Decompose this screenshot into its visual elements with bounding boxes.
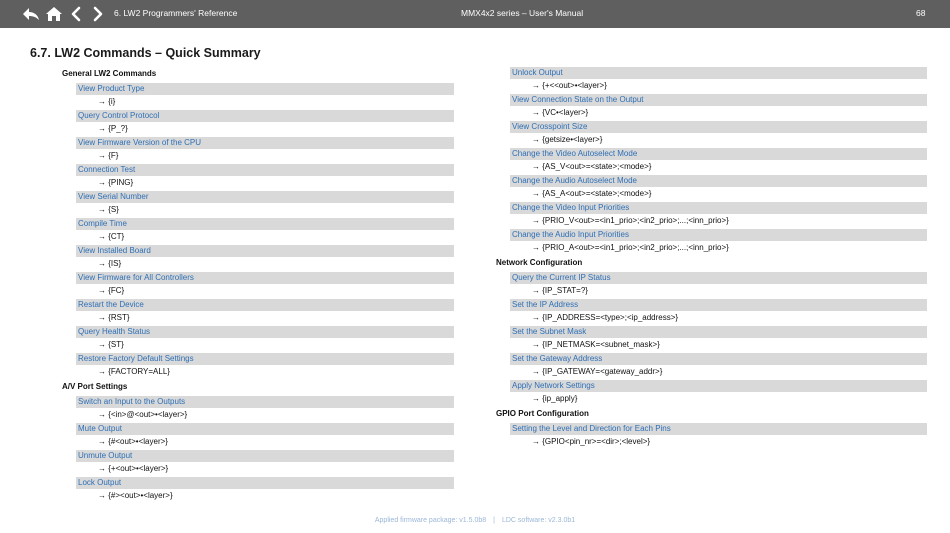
command-link[interactable]: Set the Gateway Address [510,353,927,365]
command-entry-switch-an-input-to-the-outputs [76,396,454,423]
command-link[interactable]: Set the IP Address [510,299,927,311]
command-entry-change-the-audio-input-priorities [510,229,927,256]
left-command-column [62,67,454,504]
command-link[interactable]: Query the Current IP Status [510,272,927,284]
next-page-icon[interactable] [88,4,107,24]
command-syntax: → {AS_V<out>=<state>;<mode>} [532,161,652,171]
command-link[interactable]: Restart the Device [76,299,454,311]
command-entry-unlock-output [510,67,927,94]
command-syntax: → {IP_GATEWAY=<gateway_addr>} [532,366,663,376]
command-link[interactable]: Lock Output [76,477,454,489]
command-link[interactable]: View Serial Number [76,191,454,203]
command-link[interactable]: Change the Video Input Priorities [510,202,927,214]
command-entry-set-the-subnet-mask [510,326,927,353]
command-entry-restart-the-device [76,299,454,326]
command-syntax: → {PING} [98,177,134,187]
command-link[interactable]: View Firmware for All Controllers [76,272,454,284]
command-entry-change-the-video-autoselect-mode [510,148,927,175]
navigation-buttons [22,4,107,24]
command-entry-apply-network-settings [510,380,927,407]
command-entry-setting-the-level-and-direction-for-each-pins [510,423,927,450]
firmware-version: Applied firmware package: v1.5.0b8 [374,517,487,524]
previous-page-icon[interactable] [66,4,85,24]
command-entry-set-the-gateway-address [510,353,927,380]
command-link[interactable]: Query Health Status [76,326,454,338]
subsection-heading: GPIO Port Configuration [496,409,589,418]
command-link[interactable]: Mute Output [76,423,454,435]
command-syntax: → {ip_apply} [532,393,578,403]
command-syntax: → {+<<out>•<layer>} [532,80,607,90]
top-navigation-bar [0,0,950,28]
subsection-heading: General LW2 Commands [62,69,157,78]
command-syntax: → {FC} [98,285,125,295]
command-entry-view-firmware-for-all-controllers [76,272,454,299]
command-link[interactable]: Connection Test [76,164,454,176]
subsection-heading: Network Configuration [496,258,583,267]
command-syntax: → {P_?} [98,123,128,133]
command-link[interactable]: View Firmware Version of the CPU [76,137,454,149]
command-syntax: → {#<out>•<layer>} [98,436,168,446]
command-syntax: → {F} [98,150,119,160]
command-link[interactable]: Change the Audio Input Priorities [510,229,927,241]
command-link[interactable]: View Product Type [76,83,454,95]
command-entry-query-the-current-ip-status [510,272,927,299]
command-link[interactable]: Setting the Level and Direction for Each Pins [510,423,927,435]
home-icon[interactable] [44,4,63,24]
command-syntax: → {i} [98,96,116,106]
command-syntax: → {RST} [98,312,130,322]
command-entry-set-the-ip-address [510,299,927,326]
command-link[interactable]: Apply Network Settings [510,380,927,392]
manual-title: MMX4x2 series – User's Manual [461,8,584,18]
command-link[interactable]: Restore Factory Default Settings [76,353,454,365]
command-entry-view-connection-state-on-the-output [510,94,927,121]
footer-separator: | [493,517,495,524]
command-link[interactable]: View Connection State on the Output [510,94,927,106]
command-syntax: → {#><out>•<layer>} [98,490,173,500]
command-link[interactable]: View Crosspoint Size [510,121,927,133]
page-number: 68 [916,8,926,18]
command-syntax: → {GPIO<pin_nr>=<dir>;<level>} [532,436,651,446]
command-syntax: → {IP_STAT=?} [532,285,588,295]
command-syntax: → {AS_A<out>=<state>;<mode>} [532,188,652,198]
command-entry-view-serial-number [76,191,454,218]
command-entry-connection-test [76,164,454,191]
command-syntax: → {FACTORY=ALL} [98,366,170,376]
command-entry-query-health-status [76,326,454,353]
command-syntax: → {+<out>•<layer>} [98,463,169,473]
command-syntax: → {S} [98,204,119,214]
command-syntax: → {getsize•<layer>} [532,134,603,144]
command-syntax: → {VC•<layer>} [532,107,589,117]
command-entry-mute-output [76,423,454,450]
back-to-previous-icon[interactable] [22,4,41,24]
section-title: 6.7. LW2 Commands – Quick Summary [30,46,261,60]
command-entry-change-the-audio-autoselect-mode [510,175,927,202]
command-entry-view-crosspoint-size [510,121,927,148]
subsection-heading: A/V Port Settings [62,382,128,391]
command-entry-restore-factory-default-settings [76,353,454,380]
command-link[interactable]: Unlock Output [510,67,927,79]
command-link[interactable]: Query Control Protocol [76,110,454,122]
command-syntax: → {PRIO_V<out>=<in1_prio>;<in2_prio>;...;<inn_prio>} [532,215,729,225]
command-entry-compile-time [76,218,454,245]
command-syntax: → {PRIO_A<out>=<in1_prio>;<in2_prio>;...;<inn_prio>} [532,242,729,252]
command-link[interactable]: Change the Video Autoselect Mode [510,148,927,160]
command-entry-view-product-type [76,83,454,110]
command-link[interactable]: View Installed Board [76,245,454,257]
command-syntax: → {IS} [98,258,122,268]
command-entry-view-installed-board [76,245,454,272]
software-version: LDC software: v2.3.0b1 [501,517,576,524]
command-syntax: → {CT} [98,231,125,241]
breadcrumb[interactable]: 6. LW2 Programmers' Reference [114,8,238,18]
command-link[interactable]: Switch an Input to the Outputs [76,396,454,408]
command-syntax: → {IP_ADDRESS=<type>;<ip_address>} [532,312,679,322]
footer [0,517,950,524]
command-syntax: → {ST} [98,339,124,349]
command-entry-change-the-video-input-priorities [510,202,927,229]
command-entry-view-firmware-version-of-the-cpu [76,137,454,164]
command-link[interactable]: Compile Time [76,218,454,230]
command-syntax: → {<in>@<out>•<layer>} [98,409,188,419]
command-entry-query-control-protocol [76,110,454,137]
command-syntax: → {IP_NETMASK=<subnet_mask>} [532,339,660,349]
command-entry-unmute-output [76,450,454,477]
command-link[interactable]: Unmute Output [76,450,454,462]
command-link[interactable]: Change the Audio Autoselect Mode [510,175,927,187]
command-entry-lock-output [76,477,454,504]
command-link[interactable]: Set the Subnet Mask [510,326,927,338]
right-command-column [496,67,927,450]
